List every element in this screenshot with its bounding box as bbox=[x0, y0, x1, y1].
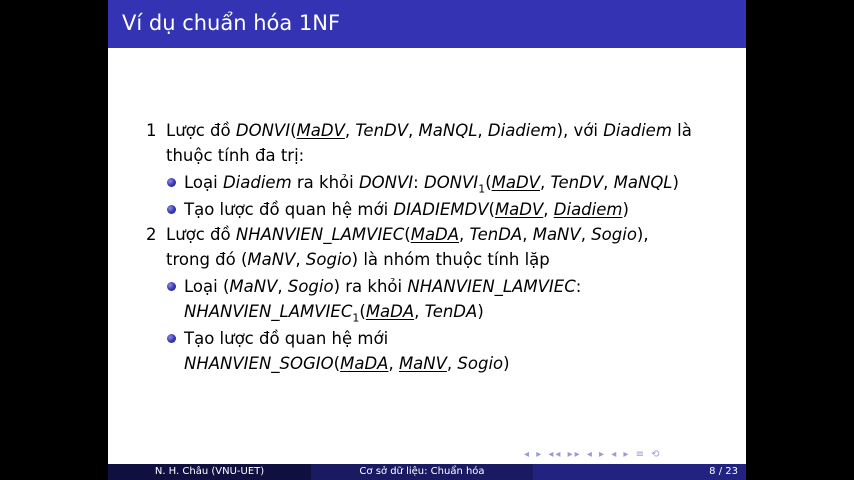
sub-item-1-1: Loại Diadiem ra khỏi DONVI: $DONVI_1(MaDV$, TenDV, MaNQL) bbox=[146, 170, 746, 195]
slide-content bbox=[146, 118, 746, 376]
bullet-icon bbox=[167, 205, 176, 214]
item-1-line-2: thuộc tính đa trị: bbox=[166, 146, 305, 165]
item-1-line-1: Lược đồ DONVI(MaDV, TenDV, MaNQL, Diadiem), với Diadiem là bbox=[166, 121, 692, 140]
item-2-line-2: trong đó (MaNV, Sogio) là nhóm thuộc tính lặp bbox=[166, 250, 550, 269]
title-bar bbox=[108, 0, 746, 48]
bullet-icon bbox=[167, 282, 176, 291]
list-item-2 bbox=[146, 222, 746, 272]
item-number: 2 bbox=[146, 225, 157, 244]
item-number: 1 bbox=[146, 121, 157, 140]
slide-title: Ví dụ chuẩn hóa 1NF bbox=[122, 11, 341, 35]
sub-item-2-1: Loại (MaNV, Sogio) ra khỏi NHANVIEN_LAMVIEC: $NHANVIEN\_LAMVIEC_1(MaDA$, TenDA) bbox=[146, 274, 746, 324]
bullet-icon bbox=[167, 334, 176, 343]
beamer-navigation-icons[interactable]: ◂ ▸ ◂◂ ▸▸ ◂ ▸ ◂ ▸ ≡ ⟲ bbox=[524, 449, 662, 460]
footer-page-box bbox=[533, 464, 746, 480]
footer bbox=[108, 464, 746, 480]
bullet-icon bbox=[167, 178, 176, 187]
sub-item-1-2: Tạo lược đồ quan hệ mới DIADIEMDV(MaDV, Diadiem) bbox=[146, 197, 746, 222]
footer-page-number: 8 / 23 bbox=[709, 466, 738, 477]
footer-course: Cơ sở dữ liệu: Chuẩn hóa bbox=[311, 464, 533, 480]
list-item-1 bbox=[146, 118, 746, 168]
slide bbox=[108, 0, 746, 480]
sub-item-2-2: Tạo lược đồ quan hệ mới NHANVIEN_SOGIO(MaDA, MaNV, Sogio) bbox=[146, 326, 746, 376]
item-2-line-1: Lược đồ NHANVIEN_LAMVIEC(MaDA, TenDA, MaNV, Sogio), bbox=[166, 225, 649, 244]
footer-author: N. H. Châu (VNU-UET) bbox=[108, 464, 311, 480]
